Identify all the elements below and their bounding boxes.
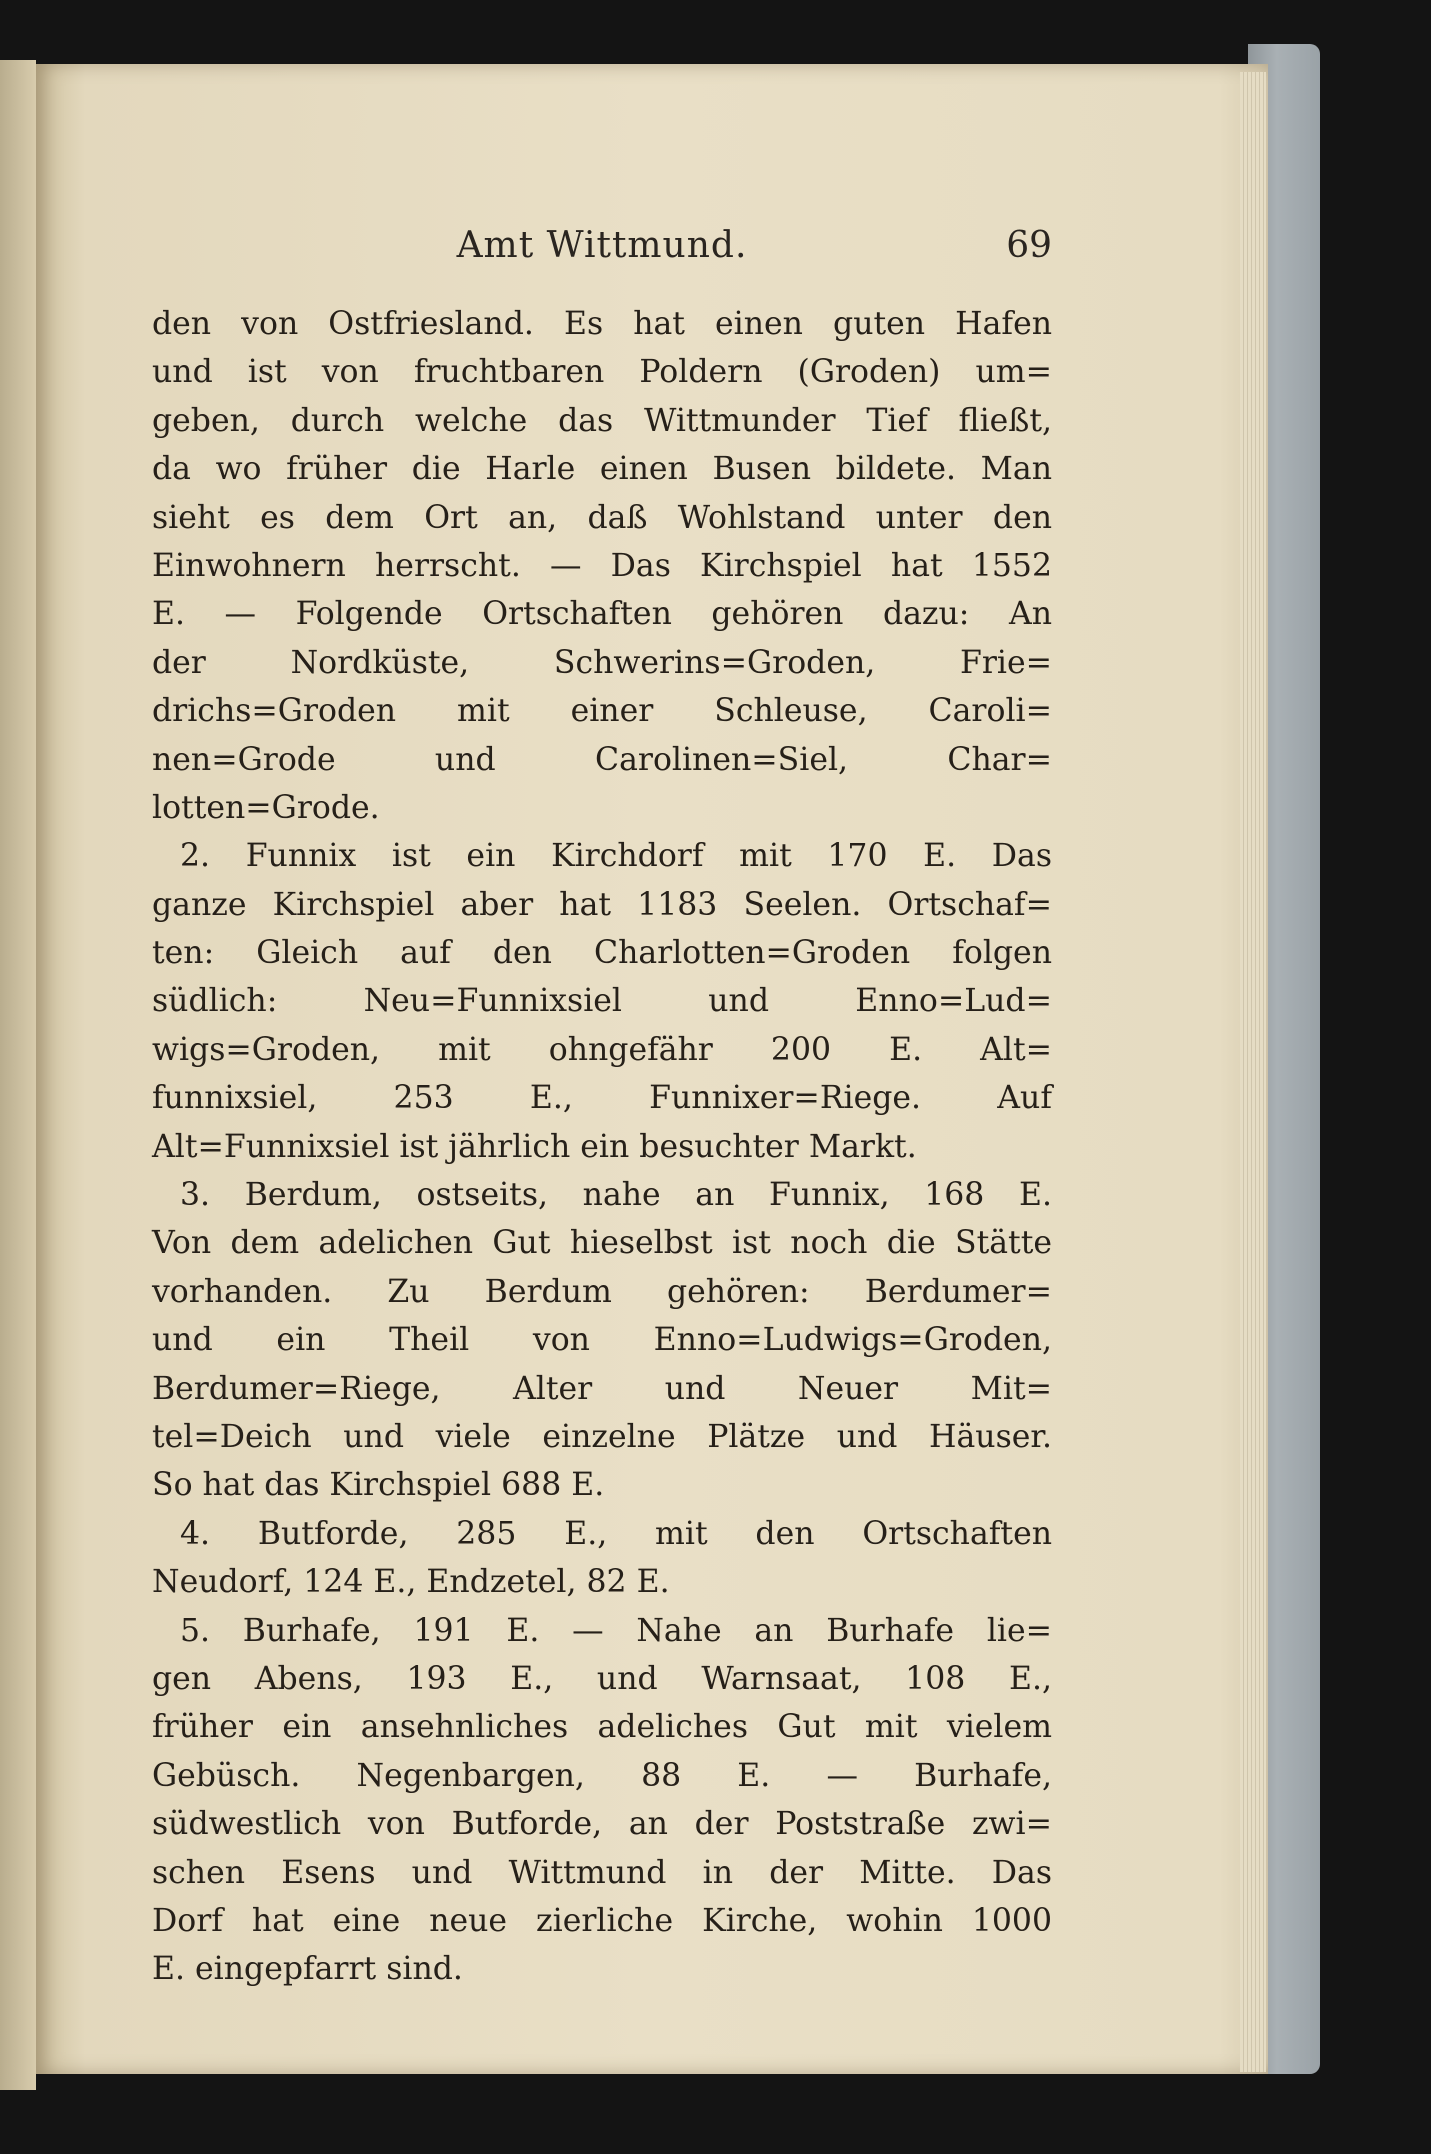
text-line: 3. Berdum, ostseits, nahe an Funnix, 168 E. [180,1177,1052,1214]
previous-page-edge [0,60,36,2090]
text-line: wigs=Groden, mit ohngefähr 200 E. Alt= [152,1031,1052,1068]
text-line: geben, durch welche das Wittmunder Tief fließt, [152,402,1052,439]
text-line: funnixsiel, 253 E., Funnixer=Riege. Auf [152,1080,1052,1117]
text-line: und ist von fruchtbaren Poldern (Groden) um= [152,354,1052,391]
page-stack-edges [1240,72,1266,2072]
text-line: nen=Grode und Carolinen=Siel, Char= [152,741,1052,778]
text-line: 5. Burhafe, 191 E. — Nahe an Burhafe lie= [180,1612,1052,1649]
text-line: da wo früher die Harle einen Busen bildete. Man [152,451,1052,488]
text-line: Berdumer=Riege, Alter und Neuer Mit= [152,1370,1052,1407]
text-line: der Nordküste, Schwerins=Groden, Frie= [152,644,1052,681]
text-line: Neudorf, 124 E., Endzetel, 82 E. [152,1564,670,1601]
text-line: südlich: Neu=Funnixsiel und Enno=Lud= [152,983,1052,1020]
text-line: Gebüsch. Negenbargen, 88 E. — Burhafe, [152,1757,1052,1794]
page-number: 69 [1006,225,1052,266]
text-line: 2. Funnix ist ein Kirchdorf mit 170 E. Das [180,838,1052,875]
text-line: So hat das Kirchspiel 688 E. [152,1467,605,1504]
text-line: drichs=Groden mit einer Schleuse, Caroli= [152,693,1052,730]
text-line: sieht es dem Ort an, daß Wohlstand unter den [152,499,1052,536]
text-line: schen Esens und Wittmund in der Mitte. Das [152,1854,1052,1891]
text-line: und ein Theil von Enno=Ludwigs=Groden, [152,1322,1052,1359]
running-head [152,225,1052,285]
text-line: südwestlich von Butforde, an der Poststraße zwi= [152,1806,1052,1843]
text-line: Von dem adelichen Gut hieselbst ist noch die Stätte [152,1225,1052,1262]
text-line: E. eingepfarrt sind. [152,1951,463,1988]
text-line: Dorf hat eine neue zierliche Kirche, wohin 1000 [152,1902,1052,1939]
text-line: E. — Folgende Ortschaften gehören dazu: An [152,596,1052,633]
text-line: tel=Deich und viele einzelne Plätze und Häuser. [152,1418,1052,1455]
text-line: Einwohnern herrscht. — Das Kirchspiel hat 1552 [152,547,1052,584]
text-line: gen Abens, 193 E., und Warnsaat, 108 E., [152,1660,1052,1697]
text-line: 4. Butforde, 285 E., mit den Ortschaften [180,1515,1052,1552]
text-line: vorhanden. Zu Berdum gehören: Berdumer= [152,1273,1052,1310]
text-line: Alt=Funnixsiel ist jährlich ein besuchter Markt. [152,1128,917,1165]
text-line: früher ein ansehnliches adeliches Gut mit vielem [152,1709,1052,1746]
text-line: lotten=Grode. [152,789,380,826]
body-text [152,300,1052,1994]
running-head-title: Amt Wittmund. [456,225,748,266]
text-line: ten: Gleich auf den Charlotten=Groden folgen [152,935,1052,972]
text-line: den von Ostfriesland. Es hat einen guten Hafen [152,306,1052,342]
text-line: ganze Kirchspiel aber hat 1183 Seelen. Ortschaf= [152,886,1052,923]
